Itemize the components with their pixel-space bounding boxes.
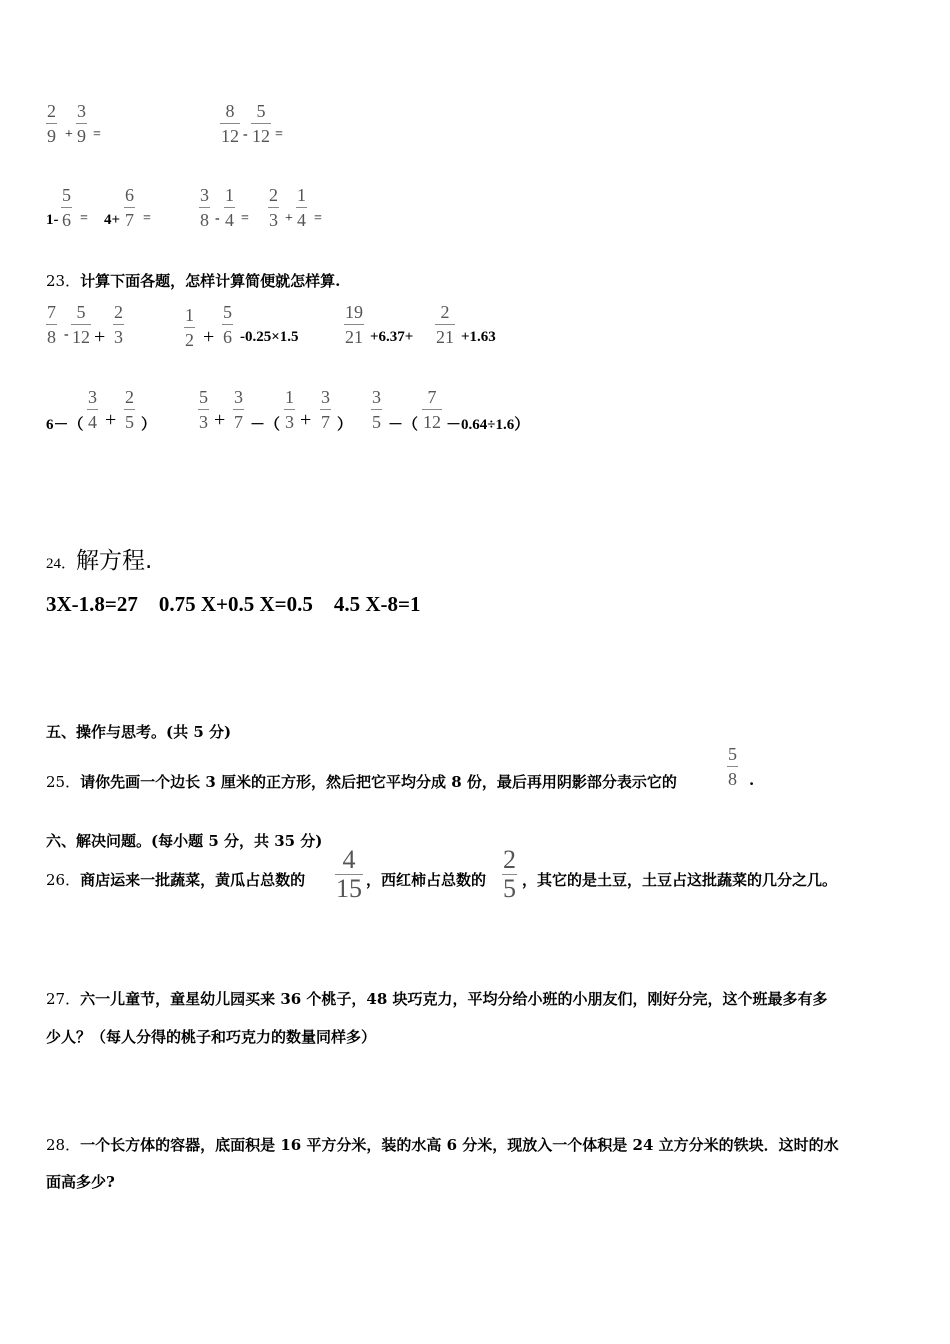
close: ）: [141, 417, 157, 433]
fraction: 3 8: [200, 185, 209, 230]
lead: 4+: [104, 212, 121, 228]
tail: -0.25×1.5: [240, 329, 299, 345]
equations-line: 3X-1.8=27 0.75 X+0.5 X=0.5 4.5 X-8=1: [46, 592, 421, 616]
operator: +: [214, 409, 226, 431]
operator: +: [105, 409, 117, 431]
fraction: 6 7: [125, 185, 134, 230]
fraction: 2 21: [436, 302, 454, 347]
section-6-heading: 六、解决问题。(每小题 5 分，共 35 分): [46, 832, 323, 850]
fraction: 1 4: [225, 185, 234, 230]
lead: 6－（: [46, 417, 84, 433]
question-26-text-2: ，西红柿占总数的: [366, 871, 487, 889]
question-27-line-2: 少人？（每人分得的桃子和巧克力的数量同样多）: [46, 1028, 377, 1046]
fraction: 3 7: [321, 387, 330, 432]
fraction: 2 3: [114, 302, 123, 347]
equals: =: [80, 211, 88, 226]
operator: +: [300, 409, 312, 431]
fraction: 3 5: [372, 387, 381, 432]
equals: =: [314, 211, 322, 226]
fraction-five-eighths: 5 8: [728, 744, 737, 789]
fraction: 7 8: [47, 302, 56, 347]
fraction: 7 12: [423, 387, 441, 432]
fraction: 8 12: [221, 101, 239, 146]
tail: +1.63: [461, 329, 496, 345]
question-28-line-1: 28．一个长方体的容器，底面积是 16 平方分米，装的水高 6 分米，现放入一个体积是 24 立方分米的铁块．这时的水: [46, 1136, 839, 1154]
question-27-line-1: 27．六一儿童节，童星幼儿园买来 36 个桃子，48 块巧克力，平均分给小班的小朋友们，刚好分完，这个班最多有多: [46, 990, 828, 1008]
section-5-heading: 五、操作与思考。(共 5 分): [46, 723, 232, 741]
operator: +: [94, 326, 106, 348]
operator: -: [64, 327, 69, 342]
question-24-heading: 24．解方程.: [46, 548, 153, 574]
fraction-four-fifteenths: 4 15: [336, 845, 362, 903]
fraction: 2 5: [125, 387, 134, 432]
equals: =: [275, 127, 283, 142]
fraction: 5 12: [72, 302, 90, 347]
fraction: 2 9: [47, 101, 56, 146]
question-26-text-3: ，其它的是土豆，土豆占这批蔬菜的几分之几。: [522, 871, 838, 889]
lead: 1-: [46, 212, 59, 228]
operator: -: [215, 211, 220, 226]
fraction: 19 21: [345, 302, 363, 347]
fraction: 5 12: [252, 101, 270, 146]
equals: =: [93, 127, 101, 142]
operator: +: [203, 326, 215, 348]
question-23-text: 23．计算下面各题，怎样计算简便就怎样算.: [46, 272, 341, 290]
operator: －（: [388, 417, 419, 433]
fraction: 1 3: [285, 387, 294, 432]
operator: +: [285, 211, 293, 226]
fraction-two-fifths: 2 5: [503, 845, 516, 903]
operator: －（: [250, 417, 281, 433]
equals: =: [241, 211, 249, 226]
operator: +: [65, 127, 73, 142]
close: ）: [337, 417, 353, 433]
question-25-text: 25．请你先画一个边长 3 厘米的正方形，然后把它平均分成 8 份，最后再用阴影部分表示它的: [46, 773, 677, 791]
fraction: 1 2: [185, 305, 194, 350]
fraction: 2 3: [269, 185, 278, 230]
fraction: 1 4: [297, 185, 306, 230]
fraction: 3 7: [234, 387, 243, 432]
question-26-text-1: 26．商店运来一批蔬菜，黄瓜占总数的: [46, 871, 306, 889]
fraction: 3 4: [88, 387, 97, 432]
equals: =: [143, 211, 151, 226]
fraction: 3 9: [77, 101, 86, 146]
question-28-line-2: 面高多少?: [46, 1173, 115, 1191]
fraction: 5 3: [199, 387, 208, 432]
mid: +6.37+: [370, 329, 414, 345]
fraction: 5 6: [62, 185, 71, 230]
q25-end: .: [749, 771, 755, 789]
fraction: 5 6: [223, 302, 232, 347]
operator: -: [243, 127, 248, 142]
tail: －0.64÷1.6）: [446, 417, 530, 433]
